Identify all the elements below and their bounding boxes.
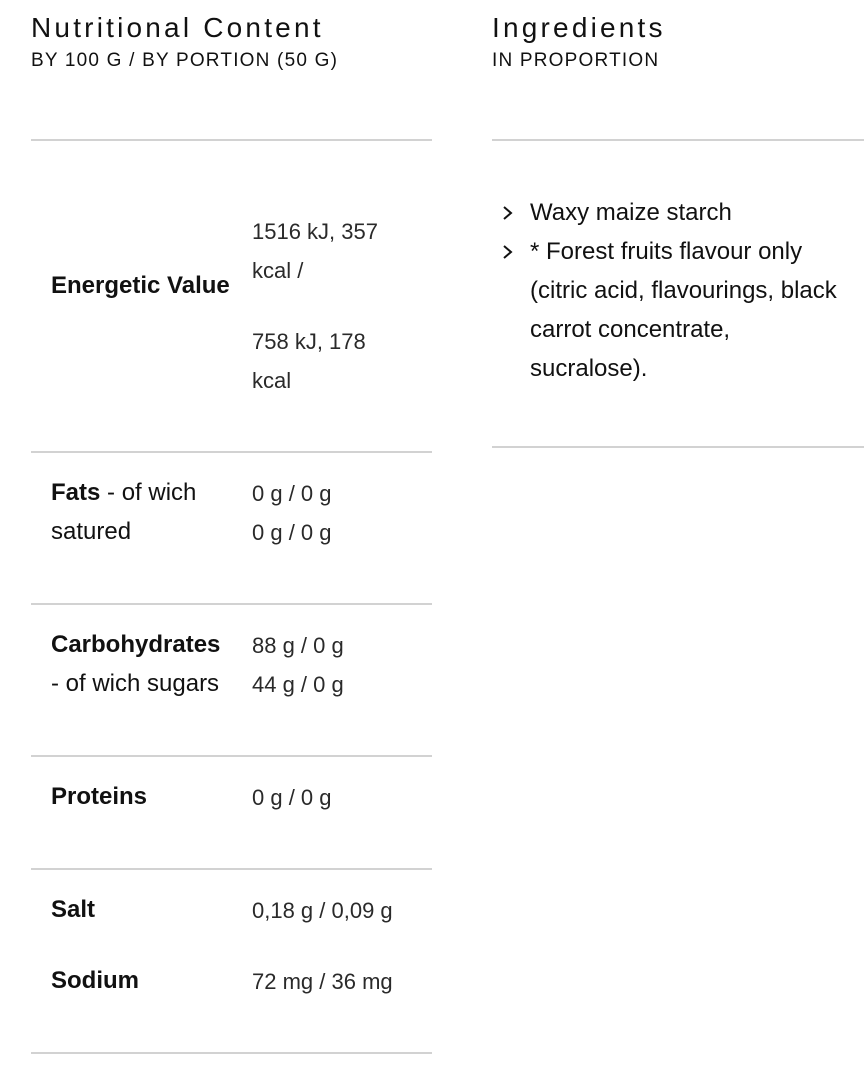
row-divider	[31, 1052, 432, 1054]
energetic-value-values: 1516 kJ, 357 kcal / 758 kJ, 178 kcal	[252, 219, 378, 393]
list-item	[498, 193, 838, 232]
proteins-label: Proteins	[51, 783, 148, 810]
salt-values: 0,18 g / 0,09 g	[252, 898, 393, 923]
nutrition-subtitle: BY 100 G / BY PORTION (50 G)	[31, 50, 339, 71]
ingredients-divider	[492, 139, 864, 141]
carbohydrates-values: 88 g / 0 g 44 g / 0 g	[252, 633, 344, 697]
nutrition-title: Nutritional Content	[31, 12, 324, 43]
sodium-values: 72 mg / 36 mg	[252, 969, 393, 994]
ingredients-subtitle: IN PROPORTION	[492, 50, 660, 71]
proteins-values: 0 g / 0 g	[252, 785, 332, 810]
sodium-label: Sodium	[51, 967, 139, 994]
list-item	[498, 232, 838, 388]
ingredients-title: Ingredients	[492, 12, 666, 43]
salt-label: Salt	[51, 896, 96, 923]
ingredient-text: Waxy maize starch	[530, 199, 732, 226]
fats-label: Fats - of wich satured	[51, 479, 197, 545]
energetic-value-label: Energetic Value	[51, 272, 230, 299]
row-divider	[31, 603, 432, 605]
fats-values: 0 g / 0 g 0 g / 0 g	[252, 481, 332, 545]
chevron-right-icon	[498, 242, 518, 262]
carbohydrates-label: Carbohydrates - of wich sugars	[51, 631, 221, 697]
ingredient-text: * Forest fruits flavour only (citric acid, flavourings, black carrot concentrate, sucralose).	[530, 238, 837, 382]
nutrition-divider	[31, 139, 432, 141]
row-divider	[31, 755, 432, 757]
row-divider	[31, 451, 432, 453]
row-divider	[31, 868, 432, 870]
ingredients-list	[498, 193, 838, 388]
chevron-right-icon	[498, 203, 518, 223]
ingredients-bottom-divider	[492, 446, 864, 448]
